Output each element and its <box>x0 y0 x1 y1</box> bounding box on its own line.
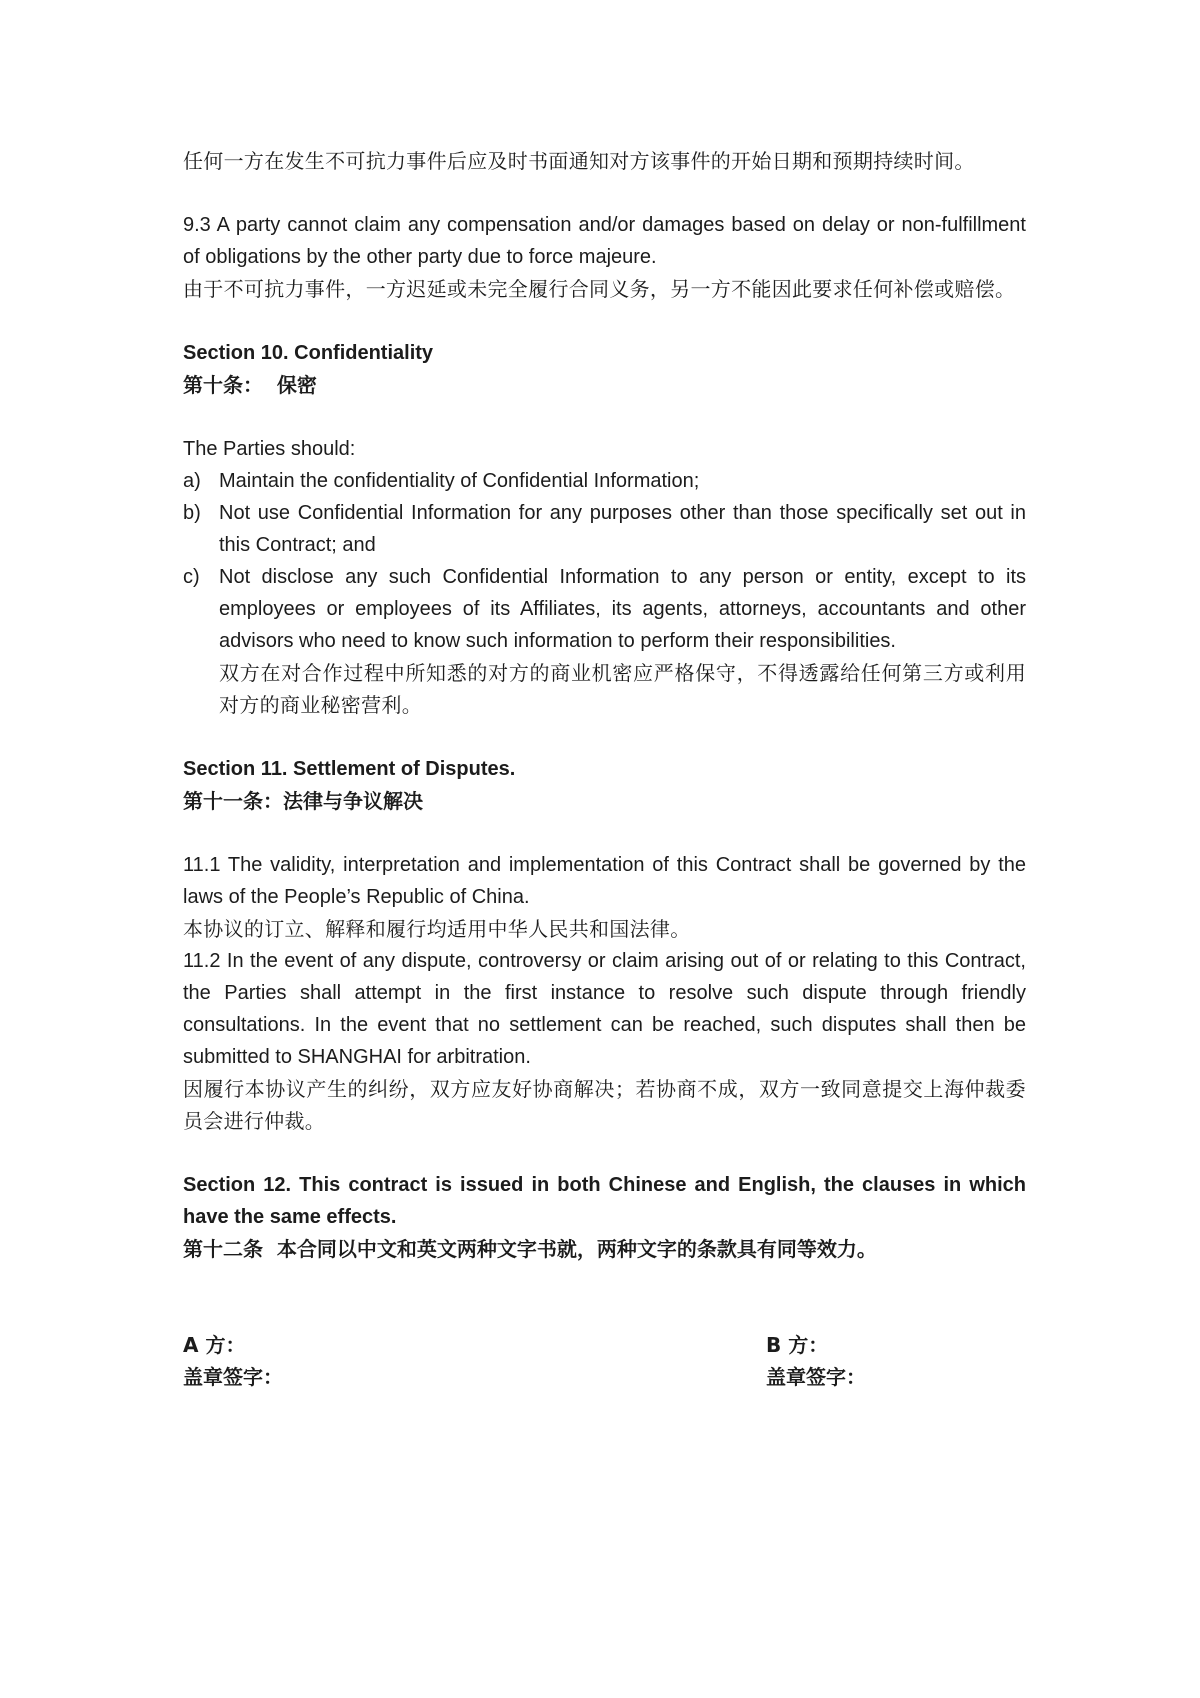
list-item <box>183 561 1026 721</box>
section-11-title-cn: 第十一条：法律与争议解决 <box>183 789 423 813</box>
list-item <box>183 497 1026 561</box>
document-page <box>183 145 1026 1393</box>
para-9-3-cn: 由于不可抗力事件，一方迟延或未完全履行合同义务，另一方不能因此要求任何补偿或赔偿。 <box>183 277 1016 301</box>
party-b-block <box>766 1329 1026 1393</box>
section-10-title-en: Section 10. Confidentiality <box>183 342 434 364</box>
list-marker: b) <box>183 502 201 524</box>
list-item-text: Not disclose any such Confidential Information to any person or entity, except to its employees or employees of its Affiliates, its agents, attorneys, accountants and other advisors who need to know such information to perform their responsibilities. <box>219 566 1026 652</box>
para-9-3-en: 9.3 A party cannot claim any compensation and/or damages based on delay or non-fulfillment of obligations by the other party due to force majeure. <box>183 214 1026 268</box>
section-12-title-en: Section 12. This contract is issued in both Chinese and English, the clauses in which have the same effects. <box>183 1174 1026 1228</box>
para-11-2-en: 11.2 In the event of any dispute, controversy or claim arising out of or relating to this Contract, the Parties shall attempt in the first instance to resolve such dispute through friendly consultations. In the event that no settlement can be reached, such disputes shall then be submitted to SHANGHAI for arbitration. <box>183 950 1026 1068</box>
section-11-title-en: Section 11. Settlement of Disputes. <box>183 758 516 780</box>
list-item-text: Not use Confidential Information for any purposes other than those specifically set out in this Contract; and <box>219 502 1026 556</box>
section-10-cn-text: 双方在对合作过程中所知悉的对方的商业机密应严格保守，不得透露给任何第三方或利用对方的商业秘密营利。 <box>219 661 1026 717</box>
list-item-text: Maintain the confidentiality of Confidential Information; <box>219 470 700 492</box>
confidentiality-list <box>183 465 1026 721</box>
section-10-title-cn: 第十条： 保密 <box>183 373 317 397</box>
signature-block <box>183 1329 1026 1393</box>
list-marker: a) <box>183 470 201 492</box>
list-item <box>183 465 1026 497</box>
para-11-2-cn: 因履行本协议产生的纠纷，双方应友好协商解决；若协商不成，双方一致同意提交上海仲裁委员会进行仲裁。 <box>183 1077 1026 1133</box>
party-a-sign-label: 盖章签字： <box>183 1365 283 1389</box>
section-10-intro: The Parties should: <box>183 438 356 460</box>
party-b-label: B 方： <box>766 1333 829 1357</box>
party-a-block <box>183 1329 443 1393</box>
para-11-1-cn: 本协议的订立、解释和履行均适用中华人民共和国法律。 <box>183 917 691 941</box>
para-11-1-en: 11.1 The validity, interpretation and implementation of this Contract shall be governed by the laws of the People’s Republic of China. <box>183 854 1026 908</box>
party-b-sign-label: 盖章签字： <box>766 1365 866 1389</box>
para-9-2-cn-tail: 任何一方在发生不可抗力事件后应及时书面通知对方该事件的开始日期和预期持续时间。 <box>183 149 975 173</box>
section-12-title-cn: 第十二条 本合同以中文和英文两种文字书就，两种文字的条款具有同等效力。 <box>183 1237 877 1261</box>
list-marker: c) <box>183 566 200 588</box>
party-a-label: A 方： <box>183 1333 246 1357</box>
